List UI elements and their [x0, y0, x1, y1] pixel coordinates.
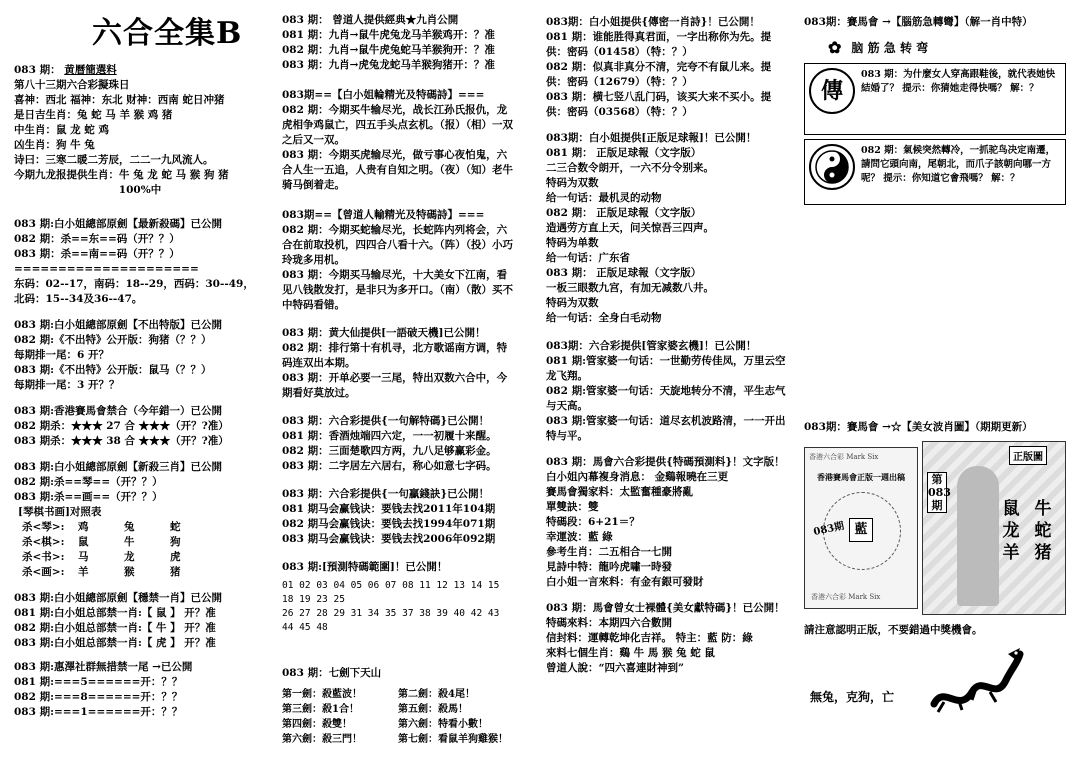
- table-cell: 杀<画>:: [22, 566, 65, 578]
- stable-ban-line: 083 期:白小姐总部禁一肖:【 虎 】 开？准: [14, 637, 216, 649]
- housekeeper-line: 083 期:管家婆一句话：道尽玄机波路清，一一开出特与平。: [546, 415, 786, 442]
- zodiac-char: 牛: [1034, 499, 1052, 519]
- horse-club-line: 幸運波：藍 綠: [546, 531, 613, 543]
- tail-line: 082 期:===8======开：？？: [14, 691, 183, 703]
- table-cell: 兔: [124, 521, 135, 533]
- history-line: 第八十三期六合彩擬珠日: [14, 79, 130, 91]
- zodiac-char: 龙: [1002, 521, 1020, 541]
- no-special-line: 每期排一尾：6 开？: [14, 349, 109, 361]
- stable-ban-header: 083 期:白小姐總部原劍【穩禁一肖】已公開: [14, 592, 222, 604]
- kill-codes-line: 北码：15--34及36--47。: [14, 293, 143, 305]
- win-money-header: 083 期：六合彩提供{一句贏錢訣}已公開！: [282, 488, 490, 500]
- new-kill-three-header: 083 期:白小姐總部原劍【新殺三肖】已公開: [14, 461, 222, 473]
- sword-item: 第六劍：殺三門！: [282, 734, 362, 745]
- football-line: 给一句话：最机灵的动物: [546, 192, 662, 204]
- sword-item: 第五劍：殺馬！: [398, 704, 468, 715]
- horse-club-line: 單雙訣：雙: [546, 501, 599, 513]
- brain-icon: ✿: [828, 38, 842, 57]
- history-section: [14, 62, 266, 198]
- column-2: [282, 0, 514, 747]
- housekeeper-header: 083期：六合彩提供[管家婆玄機]！已公開！: [546, 340, 757, 352]
- prediction-range-section: [282, 559, 514, 635]
- football-line: 一板三眼数九宫，有加无减数八井。: [546, 282, 714, 294]
- new-kill-three-line: 082 期:杀==琴==（开？？）: [14, 476, 163, 488]
- column-3: [546, 0, 792, 676]
- beauty-pic-header: 083期：賽馬會 →☆【美女波肖圖】（期期更新）: [804, 421, 1033, 433]
- new-kill-three-section: [14, 459, 266, 580]
- woman-silhouette: [957, 466, 999, 606]
- table-cell: 杀<书>:: [22, 551, 65, 563]
- history-label: 期：: [39, 64, 61, 76]
- poem-line: 083 期：今期买马输尽光，十大美女下江南，看见八钱散发打，是非只为多开口。（南）（散）买不中特码看错。: [282, 269, 513, 311]
- tail-line: 081 期:===5======开：？？: [14, 676, 183, 688]
- history-line: 今期九龙报提供生肖：牛 兔 龙 蛇 马 猴 狗 猪: [14, 169, 229, 181]
- white-poem-line: 083 期：横七竖八乱门码，该买大来不买小。提供：密码（03568）（特：？）: [546, 91, 772, 118]
- white-poem-section: [546, 14, 792, 120]
- win-money-section: [282, 486, 514, 547]
- horse-club-line: 參考生肖：二五相合一七開: [546, 546, 672, 558]
- no-special-line: 083 期:《不出特》公开版：鼠马（？？）: [14, 364, 212, 376]
- new-kill-three-line: 083 期:杀==画==（开？？）: [14, 491, 163, 503]
- table-cell: 猴: [124, 566, 135, 578]
- history-line: 凶生肖：狗 牛 兔: [14, 139, 95, 151]
- win-money-line: 081 期马会赢钱诀：要钱去找2011年104期: [282, 503, 496, 515]
- win-money-line: 082 期马会赢钱诀：要钱去找1994年071期: [282, 518, 496, 530]
- beauty-header: 083 期：馬會曾女士裸體{美女獻特碼}！已公開！: [546, 602, 785, 614]
- history-line: 中生肖：鼠 龙 蛇 鸡: [14, 124, 109, 136]
- huang-line: 082 期：排行第十有机寻，北方歌谣南方调，特码连双出本期。: [282, 342, 508, 369]
- bottom-text: 無兔，克狗，亡: [810, 690, 895, 704]
- zodiac-grid: [995, 498, 1059, 564]
- notice-text: 請注意認明正版，不要錯過中獎機會。: [804, 624, 983, 636]
- history-line: 100%中: [118, 184, 162, 196]
- history-issue: 083: [14, 64, 36, 76]
- beauty-line: 來料七個生肖：鷄 牛 馬 猴 兔 蛇 鼠: [546, 647, 715, 659]
- table-cell: 龙: [124, 551, 135, 563]
- horse-club-header: 083 期：馬會六合彩提供{特碼預測料}！文字版！: [546, 456, 785, 468]
- kill-codes-line: 083 期：杀==南==码（开？？）: [14, 248, 180, 260]
- riddle-header: 083期：賽馬會 →【腦筋急轉彎】（解一肖中特）: [804, 16, 1033, 28]
- beauty-line: 曾道人說：“四六喜連財神到”: [546, 662, 685, 674]
- riddle-text: 083 期：为什麼女人穿高跟鞋後，就代表她快結婚了？ 提示：你猜她走得快嗎？ 解：？: [861, 69, 1056, 94]
- hk-horse-header: 083 期:香港賽馬會禁合（今年錯一）已公開: [14, 405, 222, 417]
- swords-grid: [282, 687, 514, 747]
- poem-line: 083 期：今期买虎输尽光，做亏事心夜怕鬼，六合人生一五追，人贵有自知之明。（夜）（知）老牛骑马倒着走。: [282, 149, 513, 191]
- table-cell: 牛: [124, 536, 135, 548]
- poem-line: 082 期：今期买牛输尽光，战长江孙氏报仇，龙虎相争鸡鼠亡，四五手头点玄机。（报）（相）一双之后又一双。: [282, 104, 513, 146]
- huang-da-xian-section: [282, 325, 514, 401]
- history-line: 诗曰：三寒二暖二芳辰，二二一九风流人。: [14, 154, 214, 166]
- range-line: 01 02 03 04 05 06 07 08 11 12 13 14 15 18 19 23 25: [282, 580, 500, 605]
- hk-horse-line: 083 期杀：★★★ 38 合 ★★★（开？?准）: [14, 435, 229, 447]
- kill-codes-line: =====================: [14, 263, 199, 275]
- white-poem-line: 081 期：谁能胜得真君面，一字出称你为先。提供：密码（01458）（特：？）: [546, 31, 772, 58]
- riddle-banner: [828, 38, 1066, 57]
- zodiac-char: 蛇: [1034, 521, 1052, 541]
- zeng-poem-header: 083期==【曾道人輸精光及特碼詩】===: [282, 209, 485, 221]
- kill-codes-issue: 083: [14, 218, 36, 230]
- classic-line: 081 期：九肖→鼠牛虎兔龙马羊猴鸡开：？准: [282, 29, 495, 41]
- football-line: 造遇劳方直上天，问关惊吾三四声。: [546, 222, 714, 234]
- hk-horse-section: [14, 403, 266, 449]
- history-line: 喜神：西北 福神：东北 财神：西南 蛇日冲猪: [14, 94, 225, 106]
- huang-da-xian-header: 083 期：黄大仙提供[一語破天機]已公開！: [282, 327, 486, 339]
- table-cell: 杀<棋>:: [22, 536, 65, 548]
- sword-item: 第七劍：看鼠羊狗雞猴！: [398, 734, 508, 745]
- white-poem-header: 083期：白小姐提供{傳密一肖詩}！已公開！: [546, 16, 760, 28]
- classic-line: 082 期：九肖→鼠牛虎兔蛇马羊猴狗开：？准: [282, 44, 495, 56]
- hk-horse-line: 082 期杀：★★★ 27 合 ★★★（开？?准）: [14, 420, 229, 432]
- beauty-section: [546, 600, 792, 676]
- table-cell: 杀<琴>:: [22, 521, 65, 533]
- classic-header: 083 期： 曾道人提供經典★九肖公開: [282, 14, 459, 26]
- lottery-ticket: [804, 447, 918, 609]
- horse-club-line: 白小姐內幕複身消息： 金鷄報曉在三更: [546, 471, 729, 483]
- riddle-box-2: [804, 139, 1066, 205]
- horse-club-line: 賽馬會獨家料：太監奮種豪將亂: [546, 486, 693, 498]
- white-lady-poem-header: 083期==【白小姐輪精光及特碼詩】===: [282, 89, 485, 101]
- football-line: 083 期： 正版足球報（文字版）: [546, 267, 702, 279]
- dragon-icon: [924, 644, 1024, 724]
- beauty-image-area: [804, 441, 1066, 619]
- lhc-line: 082 期：三面楚歌四方两，九八足够赢彩金。: [282, 445, 497, 457]
- sword-item: 第六劍：特看小數！: [398, 719, 488, 730]
- beauty-line: 信封料：運轉乾坤化吉祥。 特主：藍 防：綠: [546, 632, 753, 644]
- beauty-photo: [922, 441, 1066, 615]
- ticket-issue: 083期: [812, 520, 846, 539]
- table-cell: 鼠: [78, 536, 89, 548]
- football-line: 特码为双数: [546, 297, 599, 309]
- housekeeper-section: [546, 338, 792, 444]
- history-title: 黄曆簡選料: [64, 64, 117, 76]
- zodiac-char: 猪: [1034, 543, 1052, 563]
- history-header: [14, 62, 266, 78]
- riddle-box-1: [804, 63, 1066, 135]
- poem-line: 082 期：今期买蛇输尽光，长蛇阵内列将会，六合在前取投机，四四合八看十六。（阵）（投）小巧玲珑多用机。: [282, 224, 513, 266]
- tail-line: 083 期:===1======开：？？: [14, 706, 183, 718]
- column-1: [14, 0, 266, 720]
- football-line: 082 期： 正版足球報（文字版）: [546, 207, 702, 219]
- horse-club-line: 白小姐一言來料：有金有銀可發財: [546, 576, 704, 588]
- football-line: 特码为单数: [546, 237, 599, 249]
- kill-codes-header: [14, 216, 266, 232]
- stable-ban-section: [14, 590, 266, 651]
- zodiac-char: 鼠: [1002, 499, 1020, 519]
- housekeeper-line: 081 期:管家婆一句话：一世勤劳传佳凤，万里云空龙飞翔。: [546, 355, 786, 382]
- ticket-brand-bottom: 香港六合彩 Mark Six: [811, 593, 881, 601]
- range-line: 26 27 28 29 31 34 35 37 38 39 40 42 43 44 45 48: [282, 608, 500, 633]
- table-title: [琴棋书画]对照表: [18, 506, 102, 518]
- sword-item: 第四劍：殺雙！: [282, 719, 352, 730]
- yin-yang-icon: [809, 144, 855, 190]
- kill-codes-line: 082 期：杀==东==码（开？？）: [14, 233, 180, 245]
- stamp-icon: 傳: [809, 68, 855, 114]
- lhc-line: 083 期：二字居左六居右，称心如意七字码。: [282, 460, 497, 472]
- photo-tag: 正版圖: [1009, 446, 1047, 465]
- ticket-wave: 藍: [849, 518, 873, 542]
- zodiac-char: 羊: [1002, 543, 1020, 563]
- table-cell: 猪: [170, 566, 181, 578]
- no-special-line: 082 期:《不出特》公开版：狗猪（？？）: [14, 334, 212, 346]
- classic-line: 083 期：九肖→虎兔龙蛇马羊猴狗猪开：？准: [282, 59, 495, 71]
- table-cell: 羊: [78, 566, 89, 578]
- no-special-section: [14, 317, 266, 393]
- white-lady-poem-section: [282, 87, 514, 193]
- win-money-line: 083 期马会赢钱诀：要钱去找2006年092期: [282, 533, 496, 545]
- ticket-brand: 香港六合彩 Mark Six: [809, 453, 879, 461]
- huang-line: 083 期：开单必要一三尾，特出双数六合中，今期看好莫放过。: [282, 372, 508, 399]
- no-special-line: 每期排一尾：3 开？？: [14, 379, 120, 391]
- seven-swords-header: 083 期：七劍下天山: [282, 667, 382, 679]
- stable-ban-line: 081 期:白小姐总部禁一肖:【 鼠 】 开？准: [14, 607, 216, 619]
- football-line: 二三合数令朗开，一六不分令别来。: [546, 162, 714, 174]
- football-line: 给一句话：全身白毛动物: [546, 312, 662, 324]
- column-4: [804, 0, 1066, 724]
- riddle-banner-text: 脑 筋 急 转 弯: [851, 41, 929, 55]
- football-section: [546, 130, 792, 326]
- beauty-line: 特碼來料：本期四六合數開: [546, 617, 672, 629]
- bottom-area: [804, 644, 1066, 724]
- housekeeper-line: 082 期:管家婆一句话：天旋地转分不清，平生志气与天高。: [546, 385, 786, 412]
- photo-period: 第083期: [928, 473, 951, 512]
- horse-club-line: 見詩中特：龍吟虎嘯一時發: [546, 561, 672, 573]
- table-cell: 蛇: [170, 521, 181, 533]
- horse-club-section: [546, 454, 792, 590]
- history-line: 是日吉生肖：兔 蛇 马 羊 猴 鸡 猪: [14, 109, 173, 121]
- page-title: 六合全集B: [92, 16, 243, 51]
- sword-item: 第三劍：殺1合！: [282, 704, 359, 715]
- tail-header: 083 期:惠澤社群無措禁一尾 →已公開: [14, 661, 193, 673]
- riddle-text: 082 期：氣候突然轉冷，一抓驼鸟决定南遷，請問它頭向南，尾朝北，而爪子該朝向哪一方呢？ 提示：你知道它會飛嗎？ 解：？: [861, 145, 1056, 184]
- football-line: 081 期： 正版足球報（文字版）: [546, 147, 702, 159]
- no-special-header: 083 期:白小姐總部原劍【不出特版】已公開: [14, 319, 222, 331]
- football-line: 给一句话：广东省: [546, 252, 630, 264]
- kill-codes-title: 期:白小姐總部原劍【最新殺碼】已公開: [39, 218, 222, 230]
- zodiac-table: [22, 520, 266, 580]
- kill-codes-section: [14, 216, 266, 307]
- lhc-line: 081 期：香酒烛端四六定，一一初履十来醒。: [282, 430, 497, 442]
- classic-section: [282, 12, 514, 73]
- ticket-title: 香港賽馬會正版一週出稿: [817, 472, 905, 482]
- horse-club-line: 特碼段：6+21＝？: [546, 516, 640, 528]
- lhc-one-sentence-header: 083 期：六合彩提供{一句解特碼}已公開！: [282, 415, 490, 427]
- sword-item: 第一劍：殺藍波！: [282, 689, 362, 700]
- football-line: 特码为双数: [546, 177, 599, 189]
- table-cell: 鸡: [78, 521, 89, 533]
- sword-item: 第二劍：殺4尾！: [398, 689, 475, 700]
- lhc-one-sentence-section: [282, 413, 514, 474]
- kill-codes-line: 东码：02--17，南码：18--29，西码：30--49，: [14, 278, 254, 290]
- white-poem-line: 082 期：似真非真分不清，完夸不有鼠儿来。提供：密码（12679）（特：？）: [546, 61, 772, 88]
- zeng-poem-section: [282, 207, 514, 313]
- table-cell: 狗: [170, 536, 181, 548]
- tail-section: [14, 659, 266, 720]
- table-cell: 虎: [170, 551, 181, 563]
- table-cell: 马: [78, 551, 89, 563]
- seven-swords-section: [282, 665, 514, 747]
- stable-ban-line: 082 期:白小姐总部禁一肖:【 牛 】 开？准: [14, 622, 216, 634]
- prediction-range-header: 083 期:[預測特碼範圍]！已公開！: [282, 561, 448, 573]
- football-header: 083期：白小姐提供[正版足球報]！已公開！: [546, 132, 757, 144]
